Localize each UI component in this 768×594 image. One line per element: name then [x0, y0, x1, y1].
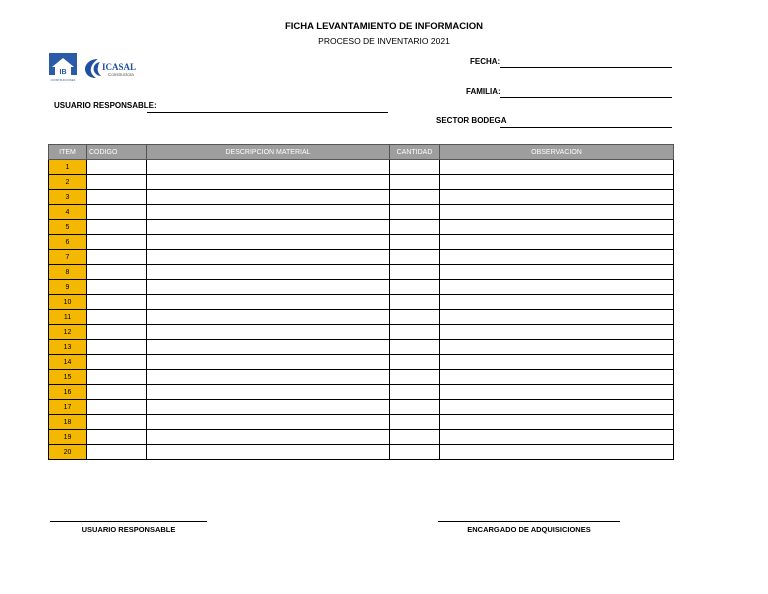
- cantidad-cell[interactable]: [390, 370, 440, 385]
- descripcion-cell[interactable]: [147, 160, 390, 175]
- observacion-cell[interactable]: [440, 220, 674, 235]
- item-cell: 2: [49, 175, 87, 190]
- codigo-cell[interactable]: [87, 415, 147, 430]
- observacion-cell[interactable]: [440, 265, 674, 280]
- observacion-cell[interactable]: [440, 340, 674, 355]
- item-cell: 9: [49, 280, 87, 295]
- ib-logo-text: IB: [59, 69, 67, 76]
- item-cell: 18: [49, 415, 87, 430]
- cantidad-cell[interactable]: [390, 220, 440, 235]
- signature-line-adquisiciones[interactable]: [438, 521, 620, 522]
- codigo-cell[interactable]: [87, 325, 147, 340]
- table-row: [49, 325, 674, 340]
- descripcion-cell[interactable]: [147, 205, 390, 220]
- descripcion-cell[interactable]: [147, 430, 390, 445]
- inventory-table: [48, 144, 674, 460]
- item-cell: 13: [49, 340, 87, 355]
- cantidad-cell[interactable]: [390, 205, 440, 220]
- codigo-cell[interactable]: [87, 175, 147, 190]
- codigo-cell[interactable]: [87, 400, 147, 415]
- column-header-item: ITEM: [49, 145, 87, 160]
- table-row: [49, 445, 674, 460]
- descripcion-cell[interactable]: [147, 355, 390, 370]
- table-row: [49, 310, 674, 325]
- cantidad-cell[interactable]: [390, 250, 440, 265]
- cantidad-cell[interactable]: [390, 340, 440, 355]
- codigo-cell[interactable]: [87, 220, 147, 235]
- codigo-cell[interactable]: [87, 160, 147, 175]
- table-row: [49, 265, 674, 280]
- table-row: [49, 280, 674, 295]
- icasal-logo-name: ICASAL: [102, 62, 137, 72]
- form-subtitle: PROCESO DE INVENTARIO 2021: [318, 36, 450, 46]
- item-cell: 7: [49, 250, 87, 265]
- table-row: [49, 385, 674, 400]
- item-cell: 11: [49, 310, 87, 325]
- codigo-cell[interactable]: [87, 265, 147, 280]
- item-cell: 3: [49, 190, 87, 205]
- descripcion-cell[interactable]: [147, 370, 390, 385]
- codigo-cell[interactable]: [87, 280, 147, 295]
- codigo-cell[interactable]: [87, 250, 147, 265]
- descripcion-cell[interactable]: [147, 295, 390, 310]
- table-header-row: [49, 145, 674, 160]
- descripcion-cell[interactable]: [147, 340, 390, 355]
- observacion-cell[interactable]: [440, 355, 674, 370]
- table-row: [49, 190, 674, 205]
- observacion-cell[interactable]: [440, 160, 674, 175]
- table-row: [49, 220, 674, 235]
- item-cell: 19: [49, 430, 87, 445]
- cantidad-cell[interactable]: [390, 265, 440, 280]
- observacion-cell[interactable]: [440, 295, 674, 310]
- observacion-cell[interactable]: [440, 280, 674, 295]
- descripcion-cell[interactable]: [147, 175, 390, 190]
- descripcion-cell[interactable]: [147, 250, 390, 265]
- table-row: [49, 175, 674, 190]
- table-row: [49, 430, 674, 445]
- codigo-cell[interactable]: [87, 295, 147, 310]
- table-row: [49, 250, 674, 265]
- item-cell: 12: [49, 325, 87, 340]
- observacion-cell[interactable]: [440, 370, 674, 385]
- cantidad-cell[interactable]: [390, 175, 440, 190]
- item-cell: 10: [49, 295, 87, 310]
- descripcion-cell[interactable]: [147, 415, 390, 430]
- observacion-cell[interactable]: [440, 205, 674, 220]
- icasal-logo: [84, 56, 144, 80]
- cantidad-cell[interactable]: [390, 385, 440, 400]
- codigo-cell[interactable]: [87, 430, 147, 445]
- cantidad-cell[interactable]: [390, 415, 440, 430]
- item-cell: 20: [49, 445, 87, 460]
- descripcion-cell[interactable]: [147, 235, 390, 250]
- item-cell: 1: [49, 160, 87, 175]
- table-row: [49, 295, 674, 310]
- observacion-cell[interactable]: [440, 190, 674, 205]
- item-cell: 14: [49, 355, 87, 370]
- descripcion-cell[interactable]: [147, 190, 390, 205]
- descripcion-cell[interactable]: [147, 445, 390, 460]
- descripcion-cell[interactable]: [147, 400, 390, 415]
- cantidad-cell[interactable]: [390, 235, 440, 250]
- codigo-cell[interactable]: [87, 190, 147, 205]
- signature-line-usuario[interactable]: [50, 521, 207, 522]
- cantidad-cell[interactable]: [390, 430, 440, 445]
- item-cell: 15: [49, 370, 87, 385]
- table-row: [49, 235, 674, 250]
- observacion-cell[interactable]: [440, 250, 674, 265]
- usuario-responsable-label: USUARIO RESPONSABLE:: [54, 101, 157, 110]
- descripcion-cell[interactable]: [147, 220, 390, 235]
- codigo-cell[interactable]: [87, 370, 147, 385]
- item-cell: 16: [49, 385, 87, 400]
- item-cell: 6: [49, 235, 87, 250]
- descripcion-cell[interactable]: [147, 280, 390, 295]
- observacion-cell[interactable]: [440, 385, 674, 400]
- column-header-codigo: CODIGO: [87, 145, 147, 160]
- fecha-label: FECHA:: [470, 57, 501, 66]
- observacion-cell[interactable]: [440, 415, 674, 430]
- signature-label-adquisiciones: ENCARGADO DE ADQUISICIONES: [467, 525, 591, 534]
- descripcion-cell[interactable]: [147, 325, 390, 340]
- column-header-descripcion: DESCRIPCION MATERIAL: [147, 145, 390, 160]
- signature-label-usuario: USUARIO RESPONSABLE: [81, 525, 176, 534]
- table-row: [49, 160, 674, 175]
- cantidad-cell[interactable]: [390, 355, 440, 370]
- observacion-cell[interactable]: [440, 400, 674, 415]
- table-row: [49, 370, 674, 385]
- table-row: [49, 340, 674, 355]
- cantidad-cell[interactable]: [390, 310, 440, 325]
- item-cell: 17: [49, 400, 87, 415]
- observacion-cell[interactable]: [440, 445, 674, 460]
- cantidad-cell[interactable]: [390, 325, 440, 340]
- codigo-cell[interactable]: [87, 385, 147, 400]
- observacion-cell[interactable]: [440, 430, 674, 445]
- ib-logo-caption: CONSTRUCCIONES: [50, 79, 76, 82]
- table-row: [49, 400, 674, 415]
- item-cell: 8: [49, 265, 87, 280]
- column-header-observacion: OBSERVACION: [440, 145, 674, 160]
- column-header-cantidad: CANTIDAD: [390, 145, 440, 160]
- codigo-cell[interactable]: [87, 340, 147, 355]
- cantidad-cell[interactable]: [390, 190, 440, 205]
- cantidad-cell[interactable]: [390, 445, 440, 460]
- item-cell: 4: [49, 205, 87, 220]
- item-cell: 5: [49, 220, 87, 235]
- sector-bodega-label: SECTOR BODEGA: [436, 116, 507, 125]
- familia-field[interactable]: [500, 97, 672, 98]
- descripcion-cell[interactable]: [147, 310, 390, 325]
- table-row: [49, 205, 674, 220]
- codigo-cell[interactable]: [87, 235, 147, 250]
- ib-logo: [49, 53, 77, 83]
- fecha-field[interactable]: [500, 67, 672, 68]
- familia-label: FAMILIA:: [466, 87, 501, 96]
- usuario-responsable-field[interactable]: [147, 112, 388, 113]
- cantidad-cell[interactable]: [390, 160, 440, 175]
- descripcion-cell[interactable]: [147, 265, 390, 280]
- codigo-cell[interactable]: [87, 355, 147, 370]
- sector-bodega-field[interactable]: [500, 127, 672, 128]
- icasal-logo-caption: Constructora: [108, 72, 134, 77]
- codigo-cell[interactable]: [87, 205, 147, 220]
- cantidad-cell[interactable]: [390, 280, 440, 295]
- observacion-cell[interactable]: [440, 235, 674, 250]
- table-row: [49, 355, 674, 370]
- codigo-cell[interactable]: [87, 445, 147, 460]
- descripcion-cell[interactable]: [147, 385, 390, 400]
- form-title: FICHA LEVANTAMIENTO DE INFORMACION: [284, 21, 484, 32]
- observacion-cell[interactable]: [440, 325, 674, 340]
- observacion-cell[interactable]: [440, 175, 674, 190]
- table-row: [49, 415, 674, 430]
- codigo-cell[interactable]: [87, 310, 147, 325]
- cantidad-cell[interactable]: [390, 295, 440, 310]
- cantidad-cell[interactable]: [390, 400, 440, 415]
- observacion-cell[interactable]: [440, 310, 674, 325]
